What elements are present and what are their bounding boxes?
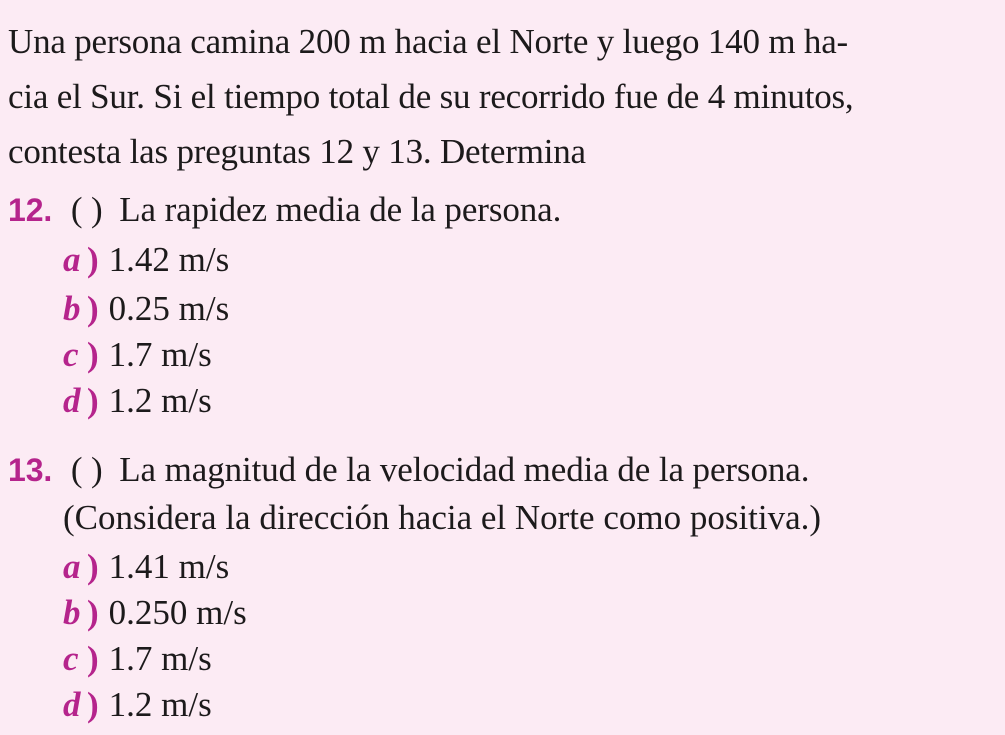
question-13-option-c[interactable] xyxy=(63,639,212,679)
option-letter: b xyxy=(63,593,81,632)
option-value: 1.7 m/s xyxy=(108,639,212,678)
option-value: 1.41 m/s xyxy=(108,547,230,586)
question-12-number: 12. xyxy=(8,192,53,228)
problem-line-3: contesta las preguntas 12 y 13. Determina xyxy=(8,132,586,171)
option-paren: ) xyxy=(87,289,99,328)
question-13-option-b[interactable] xyxy=(63,593,247,633)
problem-line-2: cia el Sur. Si el tiempo total de su recorrido fue de 4 minutos, xyxy=(8,77,854,116)
option-letter: c xyxy=(63,335,79,374)
question-13-option-a[interactable] xyxy=(63,547,229,587)
option-paren: ) xyxy=(87,593,99,632)
question-12-option-a[interactable] xyxy=(63,240,229,280)
question-12-option-c[interactable] xyxy=(63,335,212,375)
option-letter: d xyxy=(63,685,81,724)
question-12-option-b[interactable] xyxy=(63,289,229,329)
question-13-note: (Considera la dirección hacia el Norte como positiva.) xyxy=(63,498,822,537)
option-value: 0.250 m/s xyxy=(108,593,247,632)
option-value: 1.2 m/s xyxy=(108,381,212,420)
question-12 xyxy=(8,190,561,230)
option-value: 0.25 m/s xyxy=(108,289,230,328)
problem-line-1: Una persona camina 200 m hacia el Norte y luego 140 m ha- xyxy=(8,22,848,61)
option-letter: c xyxy=(63,639,79,678)
question-13 xyxy=(8,450,809,490)
option-letter: b xyxy=(63,289,81,328)
question-13-option-d[interactable] xyxy=(63,685,212,725)
option-letter: d xyxy=(63,381,81,420)
problem-statement xyxy=(8,14,998,179)
option-paren: ) xyxy=(87,240,99,279)
option-paren: ) xyxy=(87,639,99,678)
option-paren: ) xyxy=(87,547,99,586)
question-13-answer-blank[interactable]: ( ) xyxy=(70,450,103,489)
option-paren: ) xyxy=(87,335,99,374)
option-letter: a xyxy=(63,547,81,586)
question-12-answer-blank[interactable]: ( ) xyxy=(70,190,103,229)
option-letter: a xyxy=(63,240,81,279)
option-paren: ) xyxy=(87,381,99,420)
question-13-text: La magnitud de la velocidad media de la persona. xyxy=(119,450,810,489)
question-12-text: La rapidez media de la persona. xyxy=(119,190,562,229)
question-12-option-d[interactable] xyxy=(63,381,212,421)
option-paren: ) xyxy=(87,685,99,724)
question-13-number: 13. xyxy=(8,452,53,488)
option-value: 1.42 m/s xyxy=(108,240,230,279)
option-value: 1.7 m/s xyxy=(108,335,212,374)
option-value: 1.2 m/s xyxy=(108,685,212,724)
